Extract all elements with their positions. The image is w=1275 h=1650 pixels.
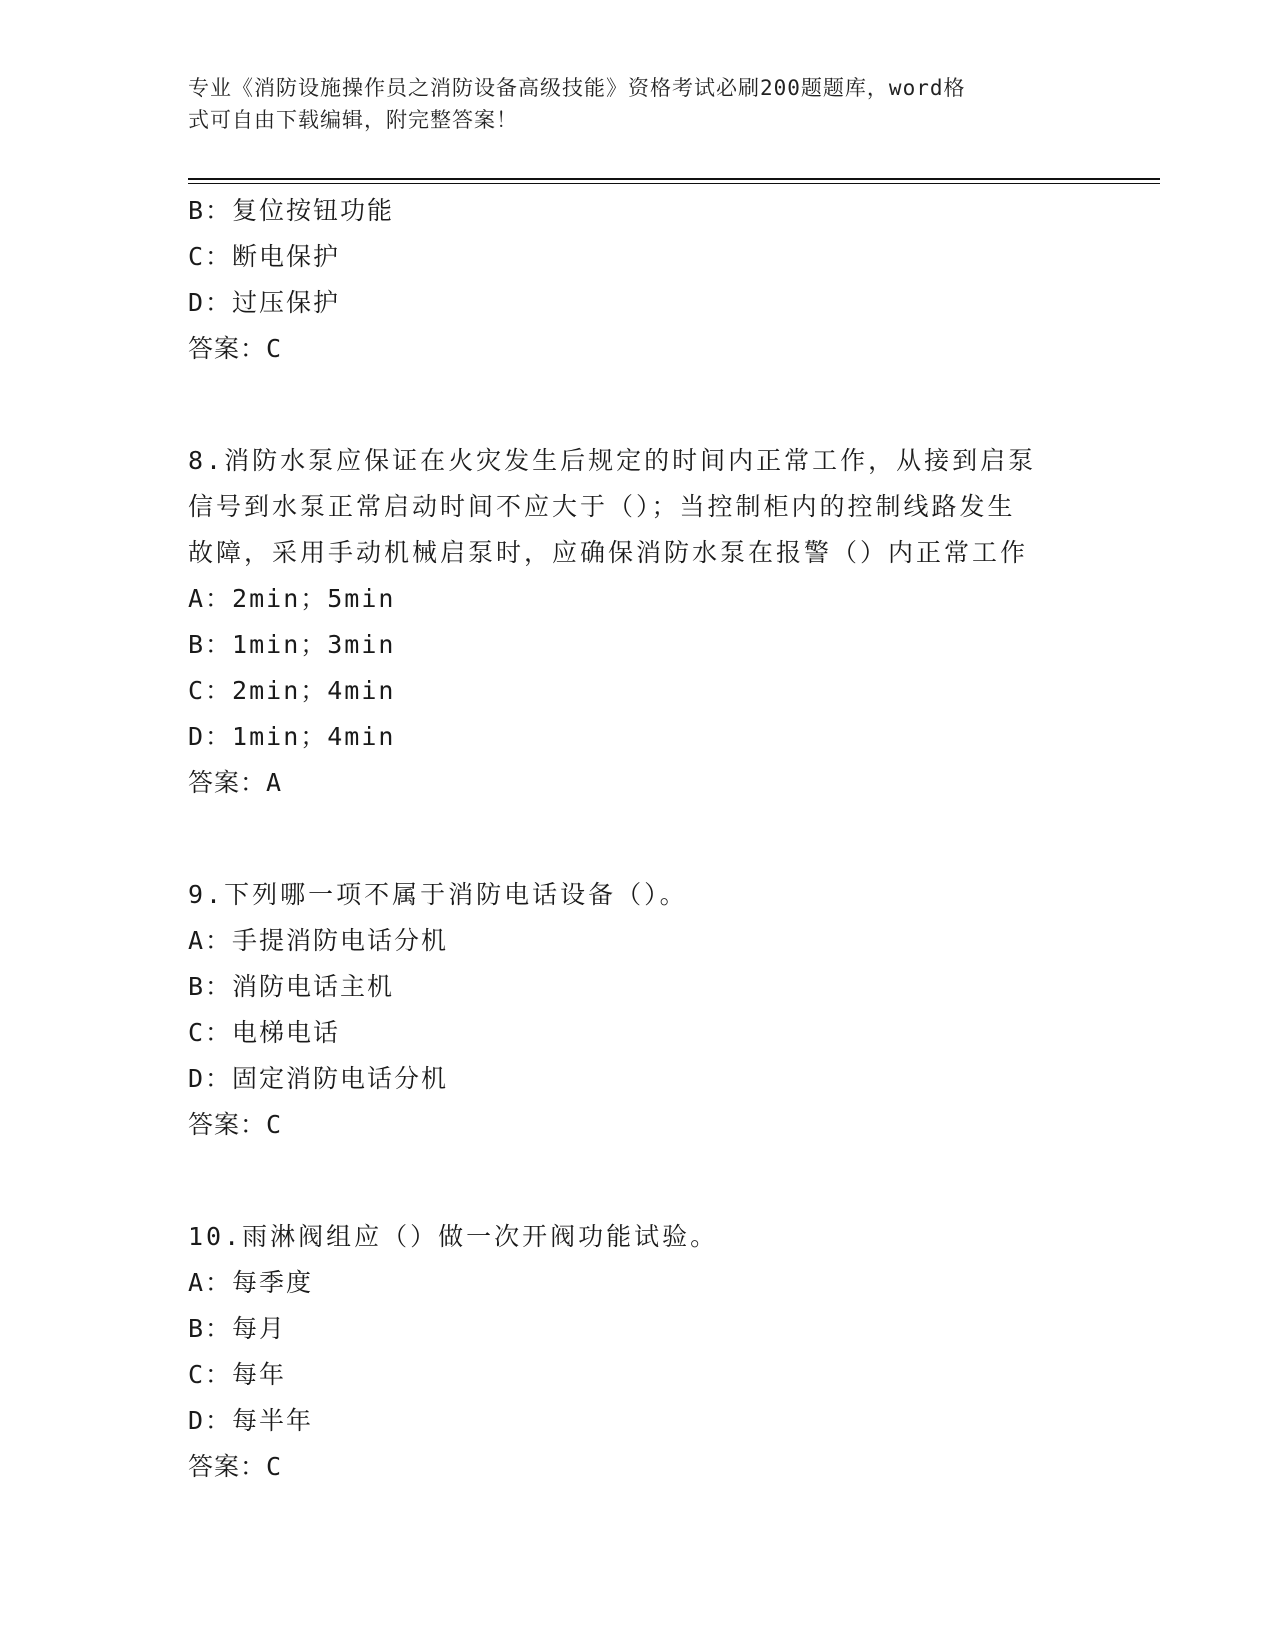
option-a: A：2min；5min [188, 584, 396, 613]
question-stem: 信号到水泵正常启动时间不应大于（）；当控制柜内的控制线路发生 [188, 492, 1016, 521]
answer: 答案：C [188, 334, 283, 363]
header-divider [188, 178, 1160, 180]
option-d: D：每半年 [188, 1406, 314, 1435]
option-c: C：2min；4min [188, 676, 396, 705]
option-a: A：每季度 [188, 1268, 314, 1297]
answer: 答案：C [188, 1452, 283, 1481]
question-stem: 故障，采用手动机械启泵时，应确保消防水泵在报警（）内正常工作 [188, 538, 1029, 567]
option-d: D：固定消防电话分机 [188, 1064, 449, 1093]
option-b: B：每月 [188, 1314, 287, 1343]
spacer [188, 372, 1068, 438]
answer: 答案：C [188, 1110, 283, 1139]
question-stem: 9.下列哪一项不属于消防电话设备（）。 [188, 880, 688, 909]
header-line-2: 式可自由下载编辑，附完整答案！ [188, 108, 518, 132]
header-line-1: 专业《消防设施操作员之消防设备高级技能》资格考试必刷200题题库，word格 [188, 76, 966, 100]
spacer [188, 1148, 1068, 1214]
question-7 [188, 188, 1068, 372]
option-b: B：1min；3min [188, 630, 396, 659]
document-header [188, 72, 1068, 136]
option-a: A：手提消防电话分机 [188, 926, 449, 955]
question-stem: 8.消防水泵应保证在火灾发生后规定的时间内正常工作，从接到启泵 [188, 446, 1037, 475]
answer: 答案：A [188, 768, 283, 797]
option-d: D：过压保护 [188, 288, 341, 317]
question-10 [188, 1214, 1068, 1490]
option-c: C：断电保护 [188, 242, 341, 271]
header-divider-thin [188, 183, 1160, 184]
spacer [188, 806, 1068, 872]
option-c: C：每年 [188, 1360, 287, 1389]
option-b: B：消防电话主机 [188, 972, 395, 1001]
option-c: C：电梯电话 [188, 1018, 341, 1047]
question-9 [188, 872, 1068, 1148]
question-8 [188, 438, 1068, 806]
option-b: B：复位按钮功能 [188, 196, 395, 225]
question-list [188, 188, 1068, 1490]
option-d: D：1min；4min [188, 722, 396, 751]
question-stem: 10.雨淋阀组应（）做一次开阀功能试验。 [188, 1222, 719, 1251]
